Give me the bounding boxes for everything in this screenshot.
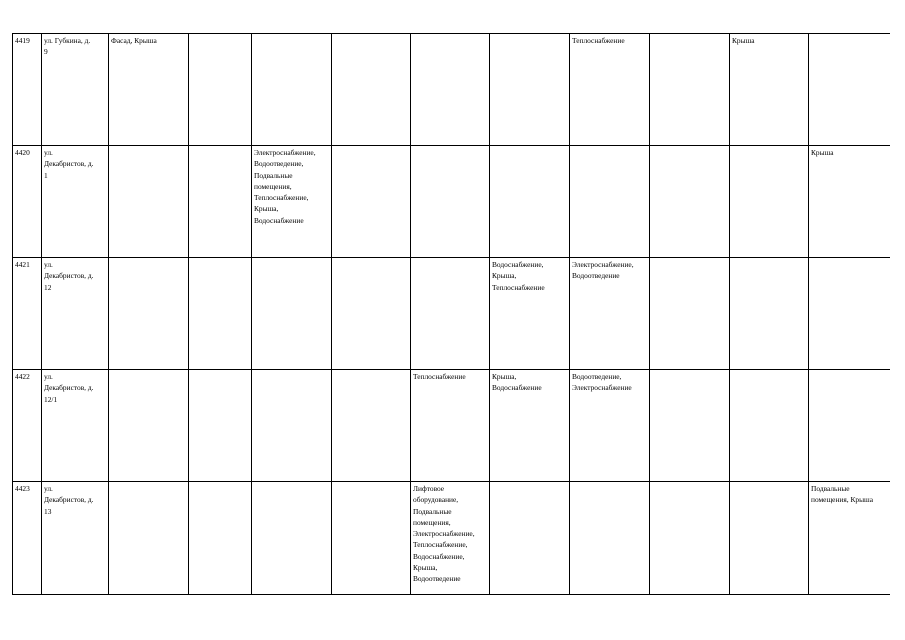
table-row [13,34,890,146]
work-cell [570,258,650,370]
work-cell [570,34,650,146]
work-cell [809,258,890,370]
work-cell [332,258,411,370]
work-cell [730,482,809,595]
work-cell [252,146,332,258]
work-cell [252,370,332,482]
work-cell [411,370,490,482]
work-cell [109,146,189,258]
work-cell [490,34,570,146]
work-cell [650,146,730,258]
work-cell [809,482,890,595]
repair-schedule-table [12,33,890,595]
address-text: ул. Губкина, д. 9 [44,36,91,57]
work-cell [332,146,411,258]
work-text: Подвальные помещения, Крыша [811,484,874,505]
address-cell [42,370,109,482]
work-cell [109,370,189,482]
row-number-cell [13,258,42,370]
work-cell [189,258,252,370]
work-cell [730,370,809,482]
work-text: Электроснабжение, Водоотведение, Подвальные помещения, Теплоснабжение, Крыша, Водоснабжение [254,148,316,225]
work-text: Теплоснабжение [413,372,466,381]
address-cell [42,482,109,595]
work-cell [570,370,650,482]
address-cell [42,34,109,146]
row-number: 4419 [15,36,30,45]
address-text: ул. Декабристов, д. 1 [44,148,94,180]
work-cell [189,370,252,482]
work-cell [650,482,730,595]
work-cell [411,146,490,258]
work-cell [570,482,650,595]
row-number-cell [13,482,42,595]
work-cell [730,258,809,370]
row-number: 4421 [15,260,30,269]
work-cell [109,258,189,370]
work-cell [252,258,332,370]
work-cell [109,34,189,146]
work-cell [332,370,411,482]
work-cell [730,146,809,258]
work-cell [490,146,570,258]
work-cell [650,34,730,146]
work-text: Фасад, Крыша [111,36,157,45]
work-cell [490,482,570,595]
work-cell [650,258,730,370]
work-cell [570,146,650,258]
work-cell [189,146,252,258]
address-text: ул. Декабристов, д. 13 [44,484,94,516]
work-cell [809,146,890,258]
work-cell [109,482,189,595]
work-text: Водоснабжение, Крыша, Теплоснабжение [492,260,545,292]
work-text: Крыша [732,36,755,45]
work-cell [809,34,890,146]
work-text: Крыша, Водоснабжение [492,372,542,393]
table-row [13,258,890,370]
work-text: Крыша [811,148,834,157]
work-cell [490,258,570,370]
work-cell [411,258,490,370]
work-cell [730,34,809,146]
row-number-cell [13,34,42,146]
work-cell [252,34,332,146]
row-number: 4423 [15,484,30,493]
work-cell [809,370,890,482]
work-cell [650,370,730,482]
work-cell [189,34,252,146]
work-cell [490,370,570,482]
address-cell [42,146,109,258]
work-text: Водоотведение, Электроснабжение [572,372,632,393]
row-number: 4422 [15,372,30,381]
work-text: Электроснабжение, Водоотведение [572,260,634,281]
row-number-cell [13,370,42,482]
address-cell [42,258,109,370]
address-text: ул. Декабристов, д. 12 [44,260,94,292]
table-row [13,482,890,595]
address-text: ул. Декабристов, д. 12/1 [44,372,94,404]
work-cell [189,482,252,595]
work-cell [252,482,332,595]
work-cell [332,482,411,595]
row-number: 4420 [15,148,30,157]
table-row [13,146,890,258]
work-cell [411,482,490,595]
table-row [13,370,890,482]
work-text: Теплоснабжение [572,36,625,45]
work-cell [332,34,411,146]
work-cell [411,34,490,146]
row-number-cell [13,146,42,258]
work-text: Лифтовое оборудование, Подвальные помещения, Электроснабжение, Теплоснабжение, Водоснабжение, Крыша, Водоотведение [413,484,475,584]
